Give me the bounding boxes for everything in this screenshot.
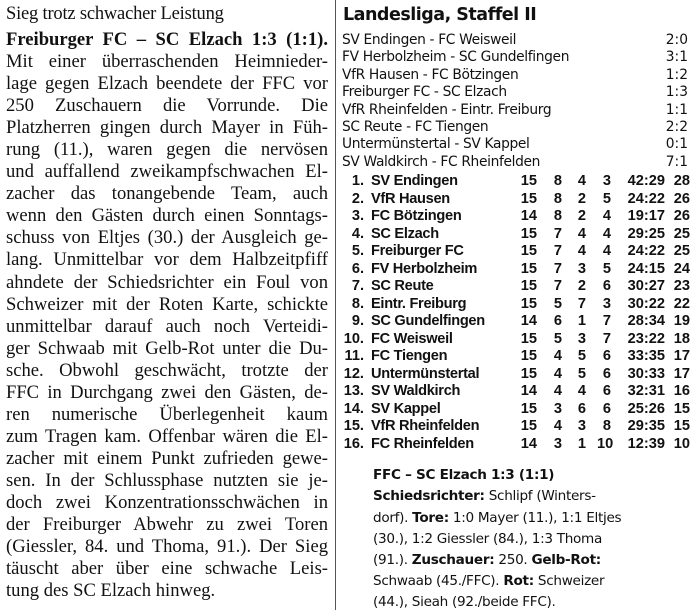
standings-row [340,331,695,349]
standing-drawn: 3 [577,260,586,277]
column-divider [335,0,336,610]
standing-lost: 10 [597,435,614,452]
standing-team: FC Weisweil [371,330,453,347]
standing-lost: 5 [602,190,611,207]
standing-rank: 11. [344,348,364,365]
standing-goals: 24:22 [627,243,665,260]
article-line: schuss von Eltjes (30.) der Ausgleich ge- [6,227,328,249]
standing-team: VfR Rheinfelden [371,418,480,435]
standings-row [340,243,695,261]
standings-row [340,313,695,331]
standings-table [340,173,695,453]
result-row [340,154,695,171]
standing-lost: 6 [602,383,611,400]
result-match: Freiburger FC - SC Elzach [342,84,507,101]
standing-rank: 2. [351,190,364,207]
standing-lost: 4 [602,225,611,242]
standing-drawn: 4 [577,383,586,400]
result-match: SV Waldkirch - FC Rheinfelden [342,153,541,170]
standing-won: 8 [553,173,562,190]
standing-rank: 7. [351,278,364,295]
yellow-red-value: Schwaab (45./FFC). [373,573,504,590]
standings-row [340,226,695,244]
standing-rank: 8. [351,295,364,312]
result-row [340,67,695,84]
standing-points: 24 [673,260,690,277]
standings-row [340,366,695,384]
standing-lost: 7 [602,313,611,330]
result-row [340,136,695,153]
standing-goals: 30:22 [627,295,665,312]
standing-drawn: 3 [577,330,586,347]
standing-played: 15 [520,400,537,417]
standing-goals: 30:33 [627,365,665,382]
standing-won: 4 [553,365,562,382]
result-row [340,119,695,136]
standing-points: 26 [673,208,690,225]
standing-goals: 29:25 [627,225,665,242]
result-score: 3:1 [665,49,688,66]
result-match: SV Endingen - FC Weisweil [342,32,517,48]
result-score: 1:3 [665,84,688,101]
standing-lost: 7 [602,330,611,347]
standing-points: 16 [673,383,690,400]
yellow-red-label: Gelb-Rot: [531,551,601,568]
standing-lost: 6 [602,278,611,295]
standing-points: 28 [673,173,690,190]
standing-played: 15 [520,365,537,382]
standing-rank: 5. [351,243,364,260]
match-box-line [373,486,693,507]
article-line: wenn den Gästen durch einen Sonntags- [6,205,328,227]
result-score: 1:1 [665,101,688,118]
result-match: FV Herbolzheim - SC Gundelfingen [342,49,570,66]
result-row [340,49,695,66]
standing-lost: 6 [602,348,611,365]
standing-drawn: 3 [577,418,586,435]
article-line: ahndete der Schiedsrichter ein Foul von [6,271,328,293]
standing-goals: 33:35 [627,348,665,365]
standing-rank: 4. [351,225,364,242]
standing-team: SC Elzach [371,225,439,242]
standing-drawn: 7 [577,295,586,312]
result-score: 2:0 [665,32,688,48]
article-line: Platzherren gingen durch Mayer in Füh- [6,117,328,139]
standing-team: FV Herbolzheim [371,260,478,277]
standing-won: 4 [553,348,562,365]
standing-goals: 23:22 [627,330,665,347]
standing-rank: 16. [343,435,364,452]
result-row [340,32,695,49]
result-match: VfR Hausen - FC Bötzingen [342,66,519,83]
article-line: tung des SC Elzach hinweg. [6,580,216,602]
referee-label: Schiedsrichter: [373,488,485,505]
standing-team: SC Gundelfingen [371,313,485,330]
standing-lost: 4 [602,243,611,260]
standing-goals: 32:31 [627,383,665,400]
match-box-title: FFC – SC Elzach 1:3 (1:1) [373,467,555,484]
standings-row [340,208,695,226]
standing-played: 15 [520,330,537,347]
result-row [340,84,695,101]
standings-row [340,173,695,191]
standing-lost: 6 [602,400,611,417]
result-match: Untermünstertal - SV Kappel [342,136,530,153]
standings-row [340,418,695,436]
standing-rank: 1. [351,173,364,190]
standing-won: 4 [553,383,562,400]
match-box-line [373,571,693,592]
result-match: VfR Rheinfelden - Eintr. Freiburg [342,101,552,118]
goals-value: 1:0 Mayer (11.), 1:1 Eltjes [448,509,622,526]
standing-won: 7 [553,278,562,295]
standing-rank: 3. [351,208,364,225]
standing-lost: 6 [602,365,611,382]
spectators-value: 250. [494,551,532,568]
article-line: der Freiburger Abwehr zu zwei Toren [6,514,328,536]
league-column [340,0,695,614]
result-match: SC Reute - FC Tiengen [342,118,489,135]
red-card-value: (44.), Sieah (92./beide FFC). [373,594,556,611]
standing-points: 26 [673,190,690,207]
standing-team: SV Endingen [371,173,458,190]
standings-row [340,296,695,314]
standings-row [340,278,695,296]
standing-goals: 25:26 [627,400,665,417]
standing-team: Freiburger FC [371,243,464,260]
standing-played: 15 [520,295,537,312]
goals-label: Tore: [412,509,449,526]
standing-played: 14 [520,383,537,400]
standing-played: 15 [520,243,537,260]
standing-won: 5 [553,330,562,347]
match-box-line [373,529,693,550]
article-line: zum Tragen kam. Offenbar wären die El- [6,425,328,447]
red-card-value: Schweizer [533,573,605,590]
standing-drawn: 4 [577,225,586,242]
standing-goals: 12:39 [627,435,665,452]
standing-goals: 42:29 [627,173,665,190]
standing-won: 8 [553,208,562,225]
article-line: 250 Zuschauern die Vorrunde. Die [6,95,328,117]
standing-team: Untermünstertal [371,365,480,382]
match-box-line [373,508,693,529]
article-line: sche. Obwohl geschwächt, trotzte der [6,359,328,381]
article-line: und auffallend zweikampfschwachen El- [6,161,328,183]
article-kicker: Sieg trotz schwacher Leistung [6,4,224,24]
result-score: 7:1 [665,153,688,170]
standing-played: 14 [520,208,537,225]
standing-goals: 19:17 [627,208,665,225]
standing-points: 15 [673,418,690,435]
standings-row [340,436,695,454]
standing-rank: 6. [351,260,364,277]
standing-points: 25 [673,225,690,242]
results-list [340,32,695,171]
standing-rank: 15. [343,418,364,435]
result-score: 0:1 [665,136,688,153]
standing-drawn: 2 [577,208,586,225]
standing-drawn: 1 [577,435,586,452]
article-line: lage gegen Elzach beendete der FFC vor [6,73,328,95]
standing-played: 15 [520,225,537,242]
article-line: (Giessler, 84. und Thoma, 91.). Der Sieg [6,536,328,558]
standing-lost: 8 [602,418,611,435]
article-line: zacher mit einem Punkt zufrieden gewe- [6,447,328,469]
standing-points: 19 [673,313,690,330]
standing-won: 6 [553,313,562,330]
article-line: sen. In der Schlussphase nutzten sie je- [6,469,328,491]
standing-team: VfR Hausen [371,190,450,207]
standing-played: 15 [520,260,537,277]
standing-drawn: 5 [577,365,586,382]
goals-value: (91.). [373,551,412,568]
article-line: Schweizer mit der Roten Karte, schickte [6,293,328,315]
standing-team: Eintr. Freiburg [371,295,467,312]
standing-points: 17 [673,365,690,382]
standing-points: 17 [673,348,690,365]
article-line: lang. Unmittelbar vor dem Halbzeitpfiff [6,249,328,271]
standing-points: 23 [673,278,690,295]
standing-won: 5 [553,295,562,312]
league-heading: Landesliga, Staffel II [343,5,537,25]
standing-played: 15 [520,278,537,295]
article-column [6,2,328,602]
standing-goals: 24:15 [627,260,665,277]
standing-drawn: 4 [577,173,586,190]
standing-played: 15 [520,190,537,207]
match-box-line [373,550,693,571]
standing-played: 15 [520,418,537,435]
standing-points: 25 [673,243,690,260]
standing-drawn: 1 [577,313,586,330]
standings-row [340,348,695,366]
standing-team: FC Tiengen [371,348,448,365]
article-line: zacher das tonangebende Team, auch [6,183,328,205]
standing-drawn: 2 [577,190,586,207]
standing-won: 4 [553,418,562,435]
standing-drawn: 6 [577,400,586,417]
standing-lost: 3 [602,295,611,312]
standing-goals: 28:34 [627,313,665,330]
standing-points: 22 [673,295,690,312]
result-score: 1:2 [665,66,688,83]
standing-played: 14 [520,435,537,452]
article-line: FFC in Durchgang zwei den Gästen, de- [6,381,328,403]
standing-played: 15 [520,173,537,190]
standing-lost: 5 [602,260,611,277]
red-card-label: Rot: [503,573,534,590]
result-score: 2:2 [665,118,688,135]
article-line: ger Schwaab mit Gelb-Rot unter die Du- [6,337,328,359]
standings-row [340,401,695,419]
article-body [6,29,328,602]
standings-row [340,261,695,279]
standing-lost: 3 [602,173,611,190]
article-line: rung (11.), waren gegen die nervösen [6,139,328,161]
article-line: ren numerische Überlegenheit kaum [6,403,328,425]
article-line: doch zwei Konzentrationsschwächen in [6,491,328,513]
standing-won: 7 [553,225,562,242]
goals-value: (30.), 1:2 Giessler (84.), 1:3 Thoma [373,530,603,547]
standing-won: 7 [553,260,562,277]
result-row [340,102,695,119]
standing-rank: 14. [343,400,364,417]
standing-team: FC Rheinfelden [371,435,474,452]
standing-rank: 12. [343,365,364,382]
article-line: unmittelbar darauf auch noch Verteidi- [6,315,328,337]
standings-row [340,191,695,209]
standing-rank: 13. [343,383,364,400]
standing-played: 15 [520,348,537,365]
standing-team: SV Kappel [371,400,441,417]
standing-rank: 10. [343,330,364,347]
standing-points: 18 [673,330,690,347]
standing-won: 3 [553,400,562,417]
match-box-line [373,592,693,613]
standing-lost: 4 [602,208,611,225]
standing-team: FC Bötzingen [371,208,462,225]
standing-team: SV Waldkirch [371,383,461,400]
standing-rank: 9. [351,313,364,330]
article-line: täuscht aber über eine schwache Leis- [6,558,328,580]
referee-value: Schlipf (Winters- [484,488,596,505]
article-headline: Freiburger FC – SC Elzach 1:3 (1:1). [6,29,328,50]
article-line: Mit einer überraschenden Heimnieder- [6,51,328,73]
referee-value: dorf). [373,509,413,526]
standing-goals: 30:27 [627,278,665,295]
standing-points: 10 [673,435,690,452]
standing-goals: 24:22 [627,190,665,207]
standing-drawn: 4 [577,243,586,260]
standing-goals: 29:35 [627,418,665,435]
standings-row [340,383,695,401]
standing-team: SC Reute [371,278,434,295]
standing-won: 8 [553,190,562,207]
standing-won: 3 [553,435,562,452]
standing-drawn: 5 [577,348,586,365]
standing-points: 15 [673,400,690,417]
standing-drawn: 2 [577,278,586,295]
spectators-label: Zuschauer: [411,551,495,568]
match-box [373,465,693,613]
standing-won: 7 [553,243,562,260]
standing-played: 14 [520,313,537,330]
